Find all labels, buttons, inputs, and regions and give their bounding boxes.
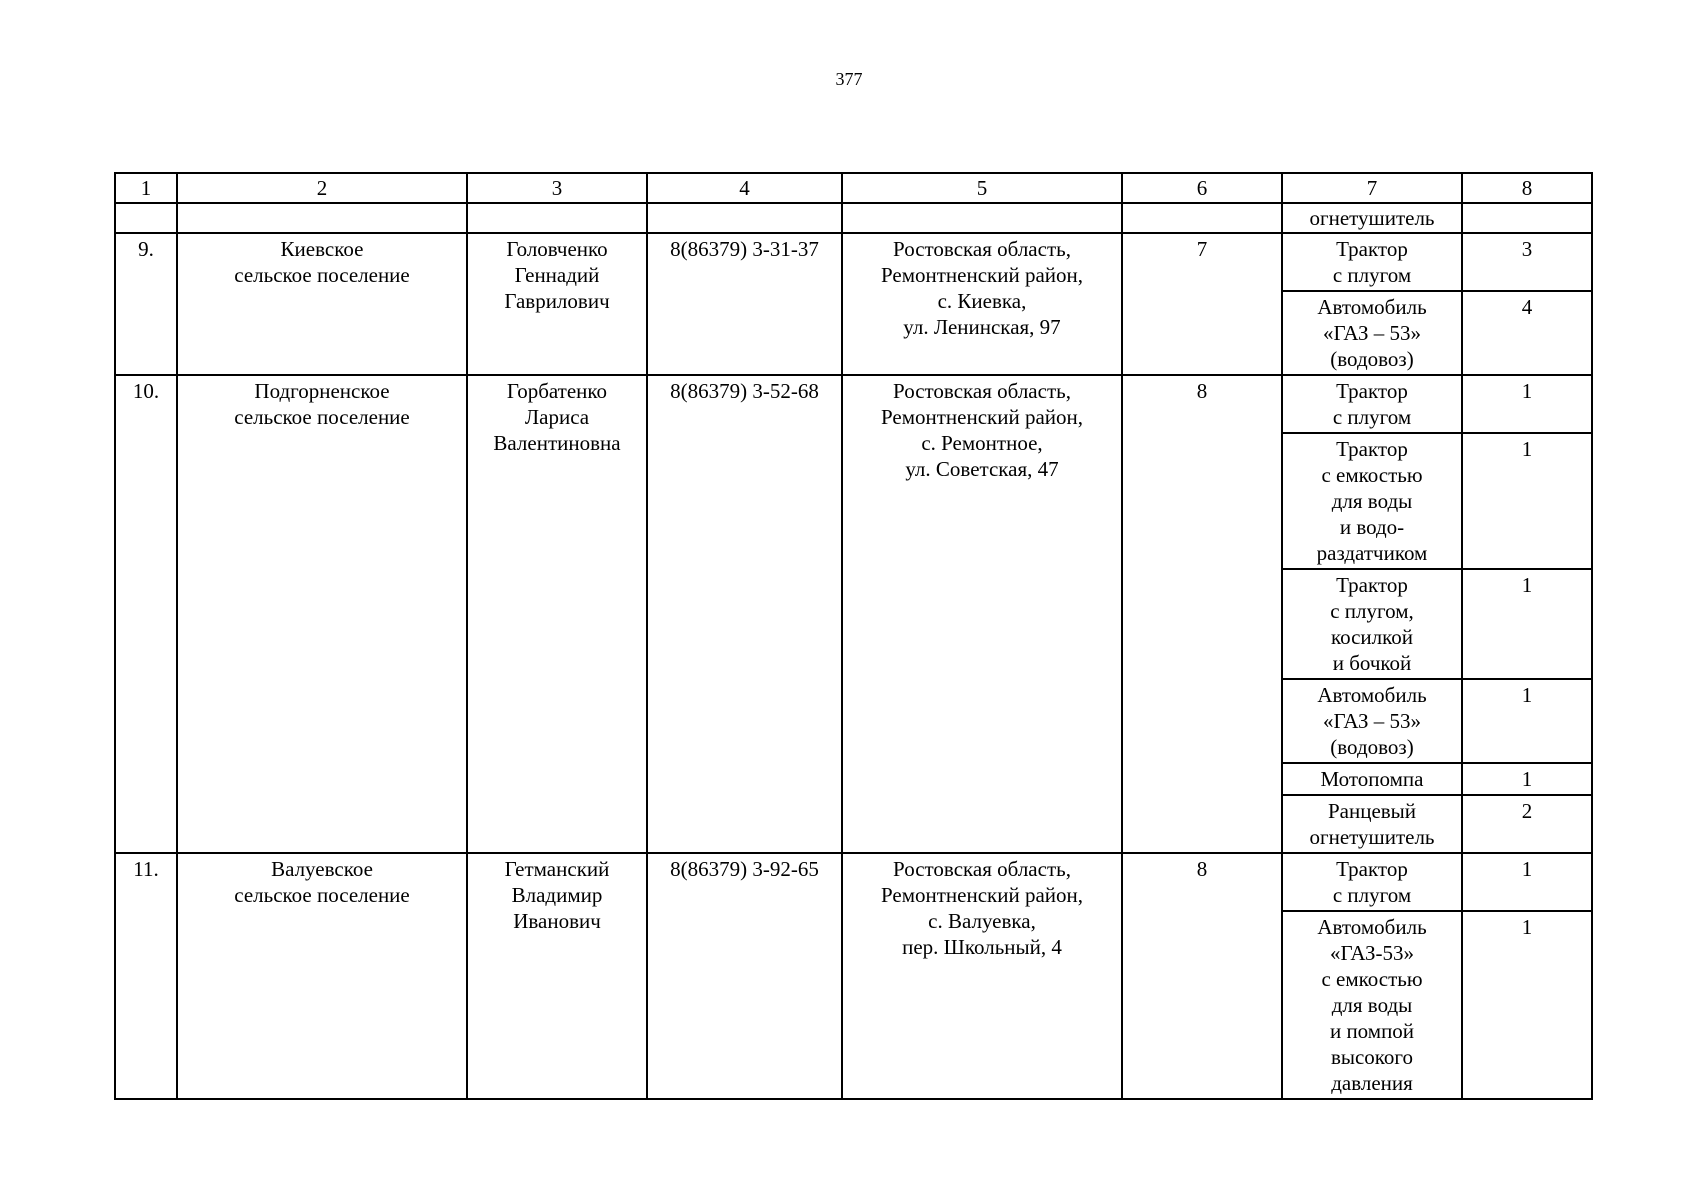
phone-cell: 8(86379) 3-92-65 bbox=[647, 853, 842, 1099]
phone-cell: 8(86379) 3-31-37 bbox=[647, 233, 842, 375]
empty-cell bbox=[647, 203, 842, 233]
settlement-cell: Киевское сельское поселение bbox=[177, 233, 467, 375]
equipment-cell: Трактор с емкостью для воды и водо- раздатчиком bbox=[1282, 433, 1462, 569]
address-cell: Ростовская область, Ремонтненский район, с. Валуевка, пер. Школьный, 4 bbox=[842, 853, 1122, 1099]
quantity-cell: 4 bbox=[1462, 291, 1592, 375]
equipment-table bbox=[114, 172, 1593, 1100]
quantity-cell: 1 bbox=[1462, 911, 1592, 1099]
staff-count-cell: 8 bbox=[1122, 853, 1282, 1099]
equipment-cell: Автомобиль «ГАЗ – 53» (водовоз) bbox=[1282, 679, 1462, 763]
equipment-cell: Ранцевый огнетушитель bbox=[1282, 795, 1462, 853]
equipment-cell: Трактор с плугом bbox=[1282, 375, 1462, 433]
quantity-cell: 1 bbox=[1462, 569, 1592, 679]
settlement-cell: Валуевское сельское поселение bbox=[177, 853, 467, 1099]
table-row bbox=[115, 853, 1592, 911]
equipment-cell: Трактор с плугом, косилкой и бочкой bbox=[1282, 569, 1462, 679]
column-number-cell: 1 bbox=[115, 173, 177, 203]
column-number-cell: 3 bbox=[467, 173, 647, 203]
address-cell: Ростовская область, Ремонтненский район, с. Киевка, ул. Ленинская, 97 bbox=[842, 233, 1122, 375]
column-number-cell: 8 bbox=[1462, 173, 1592, 203]
table-row bbox=[115, 233, 1592, 291]
head-name-cell: Гетманский Владимир Иванович bbox=[467, 853, 647, 1099]
column-number-cell: 6 bbox=[1122, 173, 1282, 203]
phone-cell: 8(86379) 3-52-68 bbox=[647, 375, 842, 853]
column-number-cell: 7 bbox=[1282, 173, 1462, 203]
empty-cell bbox=[177, 203, 467, 233]
quantity-cell: 1 bbox=[1462, 763, 1592, 795]
equipment-cell: Трактор с плугом bbox=[1282, 233, 1462, 291]
table-row bbox=[115, 375, 1592, 433]
column-number-cell: 4 bbox=[647, 173, 842, 203]
empty-cell bbox=[842, 203, 1122, 233]
settlement-cell: Подгорненское сельское поселение bbox=[177, 375, 467, 853]
quantity-cell bbox=[1462, 203, 1592, 233]
equipment-cell: Автомобиль «ГАЗ-53» с емкостью для воды и помпой высокого давления bbox=[1282, 911, 1462, 1099]
head-name-cell: Горбатенко Лариса Валентиновна bbox=[467, 375, 647, 853]
empty-cell bbox=[1122, 203, 1282, 233]
row-number-cell: 10. bbox=[115, 375, 177, 853]
quantity-cell: 2 bbox=[1462, 795, 1592, 853]
address-cell: Ростовская область, Ремонтненский район, с. Ремонтное, ул. Советская, 47 bbox=[842, 375, 1122, 853]
column-number-cell: 5 bbox=[842, 173, 1122, 203]
row-number-cell: 9. bbox=[115, 233, 177, 375]
quantity-cell: 1 bbox=[1462, 679, 1592, 763]
empty-cell bbox=[467, 203, 647, 233]
staff-count-cell: 8 bbox=[1122, 375, 1282, 853]
continuation-row bbox=[115, 203, 1592, 233]
equipment-cell: огнетушитель bbox=[1282, 203, 1462, 233]
equipment-cell: Трактор с плугом bbox=[1282, 853, 1462, 911]
equipment-cell: Автомобиль «ГАЗ – 53» (водовоз) bbox=[1282, 291, 1462, 375]
head-name-cell: Головченко Геннадий Гаврилович bbox=[467, 233, 647, 375]
quantity-cell: 1 bbox=[1462, 433, 1592, 569]
empty-cell bbox=[115, 203, 177, 233]
quantity-cell: 1 bbox=[1462, 375, 1592, 433]
quantity-cell: 3 bbox=[1462, 233, 1592, 291]
row-number-cell: 11. bbox=[115, 853, 177, 1099]
equipment-cell: Мотопомпа bbox=[1282, 763, 1462, 795]
staff-count-cell: 7 bbox=[1122, 233, 1282, 375]
column-number-row bbox=[115, 173, 1592, 203]
page-number: 377 bbox=[835, 69, 863, 89]
quantity-cell: 1 bbox=[1462, 853, 1592, 911]
column-number-cell: 2 bbox=[177, 173, 467, 203]
